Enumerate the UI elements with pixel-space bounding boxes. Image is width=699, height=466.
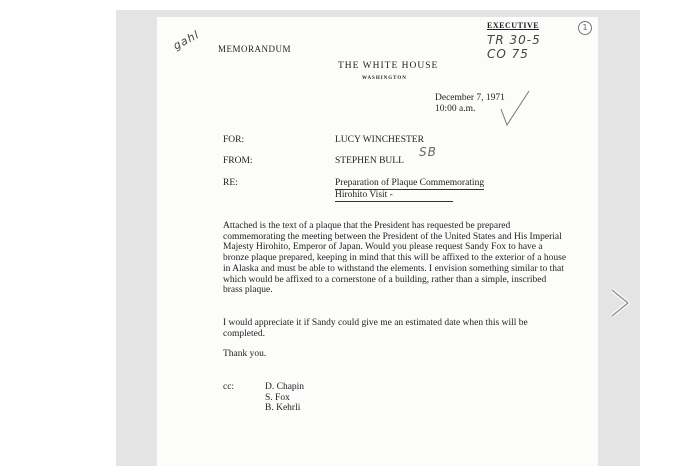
for-label: FOR: xyxy=(223,135,245,145)
handwritten-initials: gahl xyxy=(171,27,202,53)
cc-list xyxy=(265,382,304,414)
paragraph-2: I would appreciate it if Sandy could give me an estimated date when this will be completed. xyxy=(223,318,528,339)
re-line-1: Preparation of Plaque Commemorating xyxy=(335,178,485,188)
chevron-right-icon xyxy=(606,288,634,318)
file-stamp: EXECUTIVE xyxy=(487,21,540,30)
paragraph-1: Attached is the text of a plaque that the President has requested be prepared commemorating the meeting between the President of the United States and His Imperial Majesty Hirohito, Emperor of Japan. Would you please request Sandy Fox to have a bronze plaque prepared, keeping in mind that this will be affixed to the exterior of a house in Alaska and must be able to withstand the elements. I envision something similar to that which would be affixed to a cornerstone of a building, rather than a simple, inscribed brass plaque. xyxy=(223,221,567,296)
closing: Thank you. xyxy=(223,349,267,359)
memo-date: December 7, 1971 xyxy=(435,93,505,103)
letterhead-subtitle: WASHINGTON xyxy=(362,76,407,81)
next-page-button[interactable] xyxy=(606,288,634,318)
cc-item: B. Kehrli xyxy=(265,403,301,414)
page-marker: 1 xyxy=(578,21,592,35)
file-code-1: TR 30-5 xyxy=(487,33,541,47)
from-value: STEPHEN BULL xyxy=(335,156,404,166)
re-line-2: Hirohito Visit - xyxy=(335,190,453,202)
cc-label: cc: xyxy=(223,382,235,392)
cc-item: S. Fox xyxy=(265,392,290,403)
from-label: FROM: xyxy=(223,156,253,166)
check-mark-icon xyxy=(495,89,535,129)
re-value xyxy=(335,178,484,202)
letterhead-title: THE WHITE HOUSE xyxy=(338,61,439,71)
from-signature: SB xyxy=(419,145,437,159)
document-page xyxy=(157,17,598,466)
file-code-2: CO 75 xyxy=(487,47,529,61)
re-label: RE: xyxy=(223,178,238,188)
for-value: LUCY WINCHESTER xyxy=(335,135,424,145)
cc-item: D. Chapin xyxy=(265,382,305,392)
memo-label: MEMORANDUM xyxy=(218,44,292,54)
memo-time: 10:00 a.m. xyxy=(435,104,476,114)
